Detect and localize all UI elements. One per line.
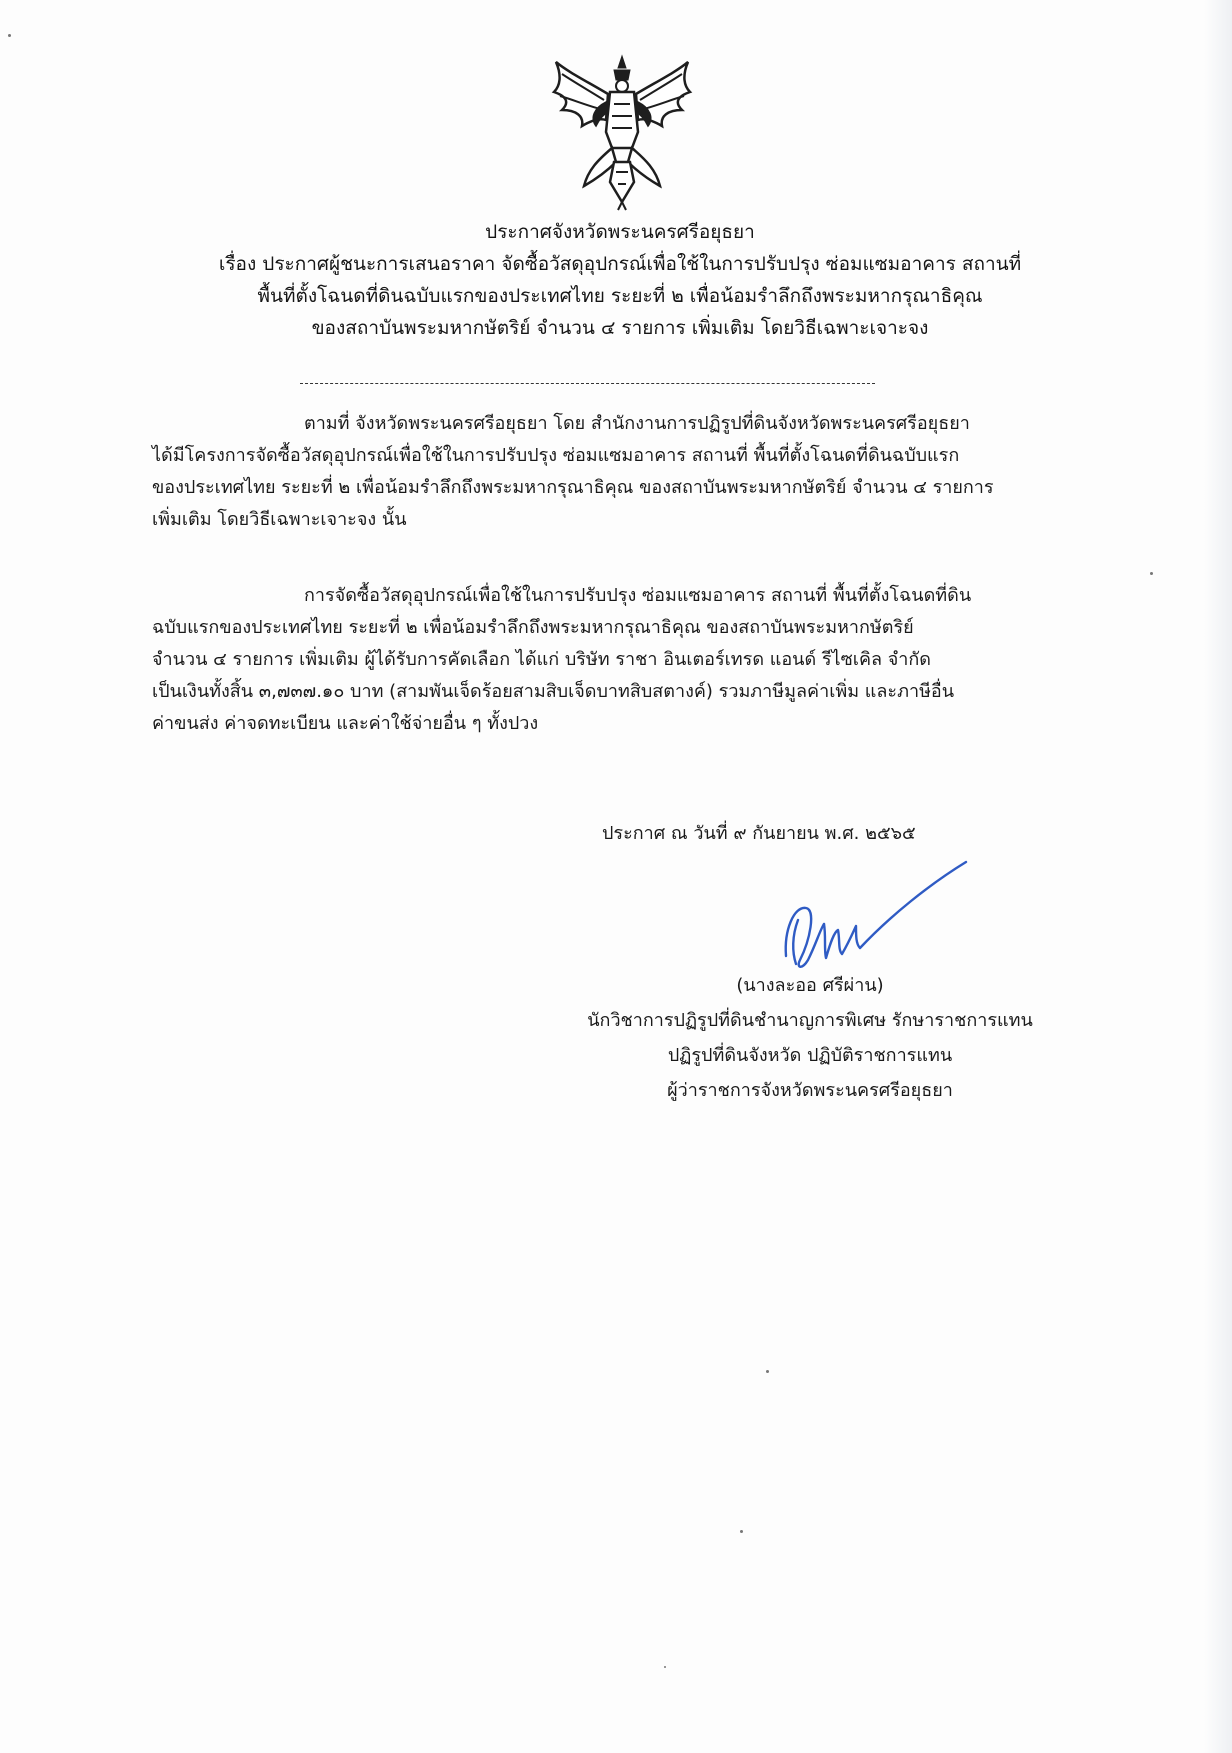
scan-speck [664, 1666, 666, 1668]
title-divider [300, 383, 875, 384]
garuda-emblem-icon [548, 52, 696, 212]
scan-speck [8, 34, 11, 37]
paragraph-line: ได้มีโครงการจัดซื้อวัสดุอุปกรณ์เพื่อใช้ในการปรับปรุง ซ่อมแซมอาคาร สถานที่ พื้นที่ตั้งโฉนดที่ดินฉบับแรก [152, 445, 960, 466]
body-paragraph-1 [152, 408, 1092, 536]
signature-block [540, 968, 1080, 1108]
scan-speck [766, 1370, 769, 1373]
signer-position: ปฏิรูปที่ดินจังหวัด ปฏิบัติราชการแทน [667, 1045, 953, 1066]
page-edge-shadow [1204, 0, 1232, 1753]
signer-position: ผู้ว่าราชการจังหวัดพระนครศรีอยุธยา [667, 1080, 953, 1101]
scan-speck [740, 1530, 743, 1533]
subject-line: พื้นที่ตั้งโฉนดที่ดินฉบับแรกของประเทศไทย ระยะที่ ๒ เพื่อน้อมรำลึกถึงพระมหากรุณาธิคุณ [257, 285, 983, 307]
body-paragraph-2 [152, 580, 1092, 740]
paragraph-line: เพิ่มเติม โดยวิธีเฉพาะเจาะจง นั้น [152, 509, 407, 530]
signer-name: (นางละออ ศรีผ่าน) [736, 975, 884, 996]
subject-line: ของสถาบันพระมหากษัตริย์ จำนวน ๔ รายการ เพิ่มเติม โดยวิธีเฉพาะเจาะจง [311, 317, 929, 339]
handwritten-signature [780, 860, 970, 980]
paragraph-line: ตามที่ จังหวัดพระนครศรีอยุธยา โดย สำนักงานการปฏิรูปที่ดินจังหวัดพระนครศรีอยุธยา [304, 413, 970, 434]
document-title [150, 216, 1090, 344]
paragraph-line: จำนวน ๔ รายการ เพิ่มเติม ผู้ได้รับการคัดเลือก ได้แก่ บริษัท ราชา อินเตอร์เทรด แอนด์ รีไซเคิล จำกัด [152, 649, 931, 670]
paragraph-line: ของประเทศไทย ระยะที่ ๒ เพื่อน้อมรำลึกถึงพระมหากรุณาธิคุณ ของสถาบันพระมหากษัตริย์ จำนวน ๔ รายการ [152, 477, 994, 498]
paragraph-line: การจัดซื้อวัสดุอุปกรณ์เพื่อใช้ในการปรับปรุง ซ่อมแซมอาคาร สถานที่ พื้นที่ตั้งโฉนดที่ดิน [304, 585, 972, 606]
announcement-date: ประกาศ ณ วันที่ ๙ กันยายน พ.ศ. ๒๕๖๕ [602, 823, 916, 844]
issuer-heading: ประกาศจังหวัดพระนครศรีอยุธยา [485, 221, 755, 243]
paragraph-line: ฉบับแรกของประเทศไทย ระยะที่ ๒ เพื่อน้อมรำลึกถึงพระมหากรุณาธิคุณ ของสถาบันพระมหากษัตริย์ [152, 617, 914, 638]
paragraph-line: ค่าขนส่ง ค่าจดทะเบียน และค่าใช้จ่ายอื่น ๆ ทั้งปวง [152, 713, 539, 734]
subject-line: เรื่อง ประกาศผู้ชนะการเสนอราคา จัดซื้อวัสดุอุปกรณ์เพื่อใช้ในการปรับปรุง ซ่อมแซมอาคาร สถานที่ [218, 253, 1022, 275]
scan-speck [1150, 572, 1153, 575]
paragraph-line: เป็นเงินทั้งสิ้น ๓,๗๓๗.๑๐ บาท (สามพันเจ็ดร้อยสามสิบเจ็ดบาทสิบสตางค์) รวมภาษีมูลค่าเพิ่ม และภาษีอื่น [152, 681, 955, 702]
signer-position: นักวิชาการปฏิรูปที่ดินชำนาญการพิเศษ รักษาราชการแทน [587, 1010, 1033, 1031]
